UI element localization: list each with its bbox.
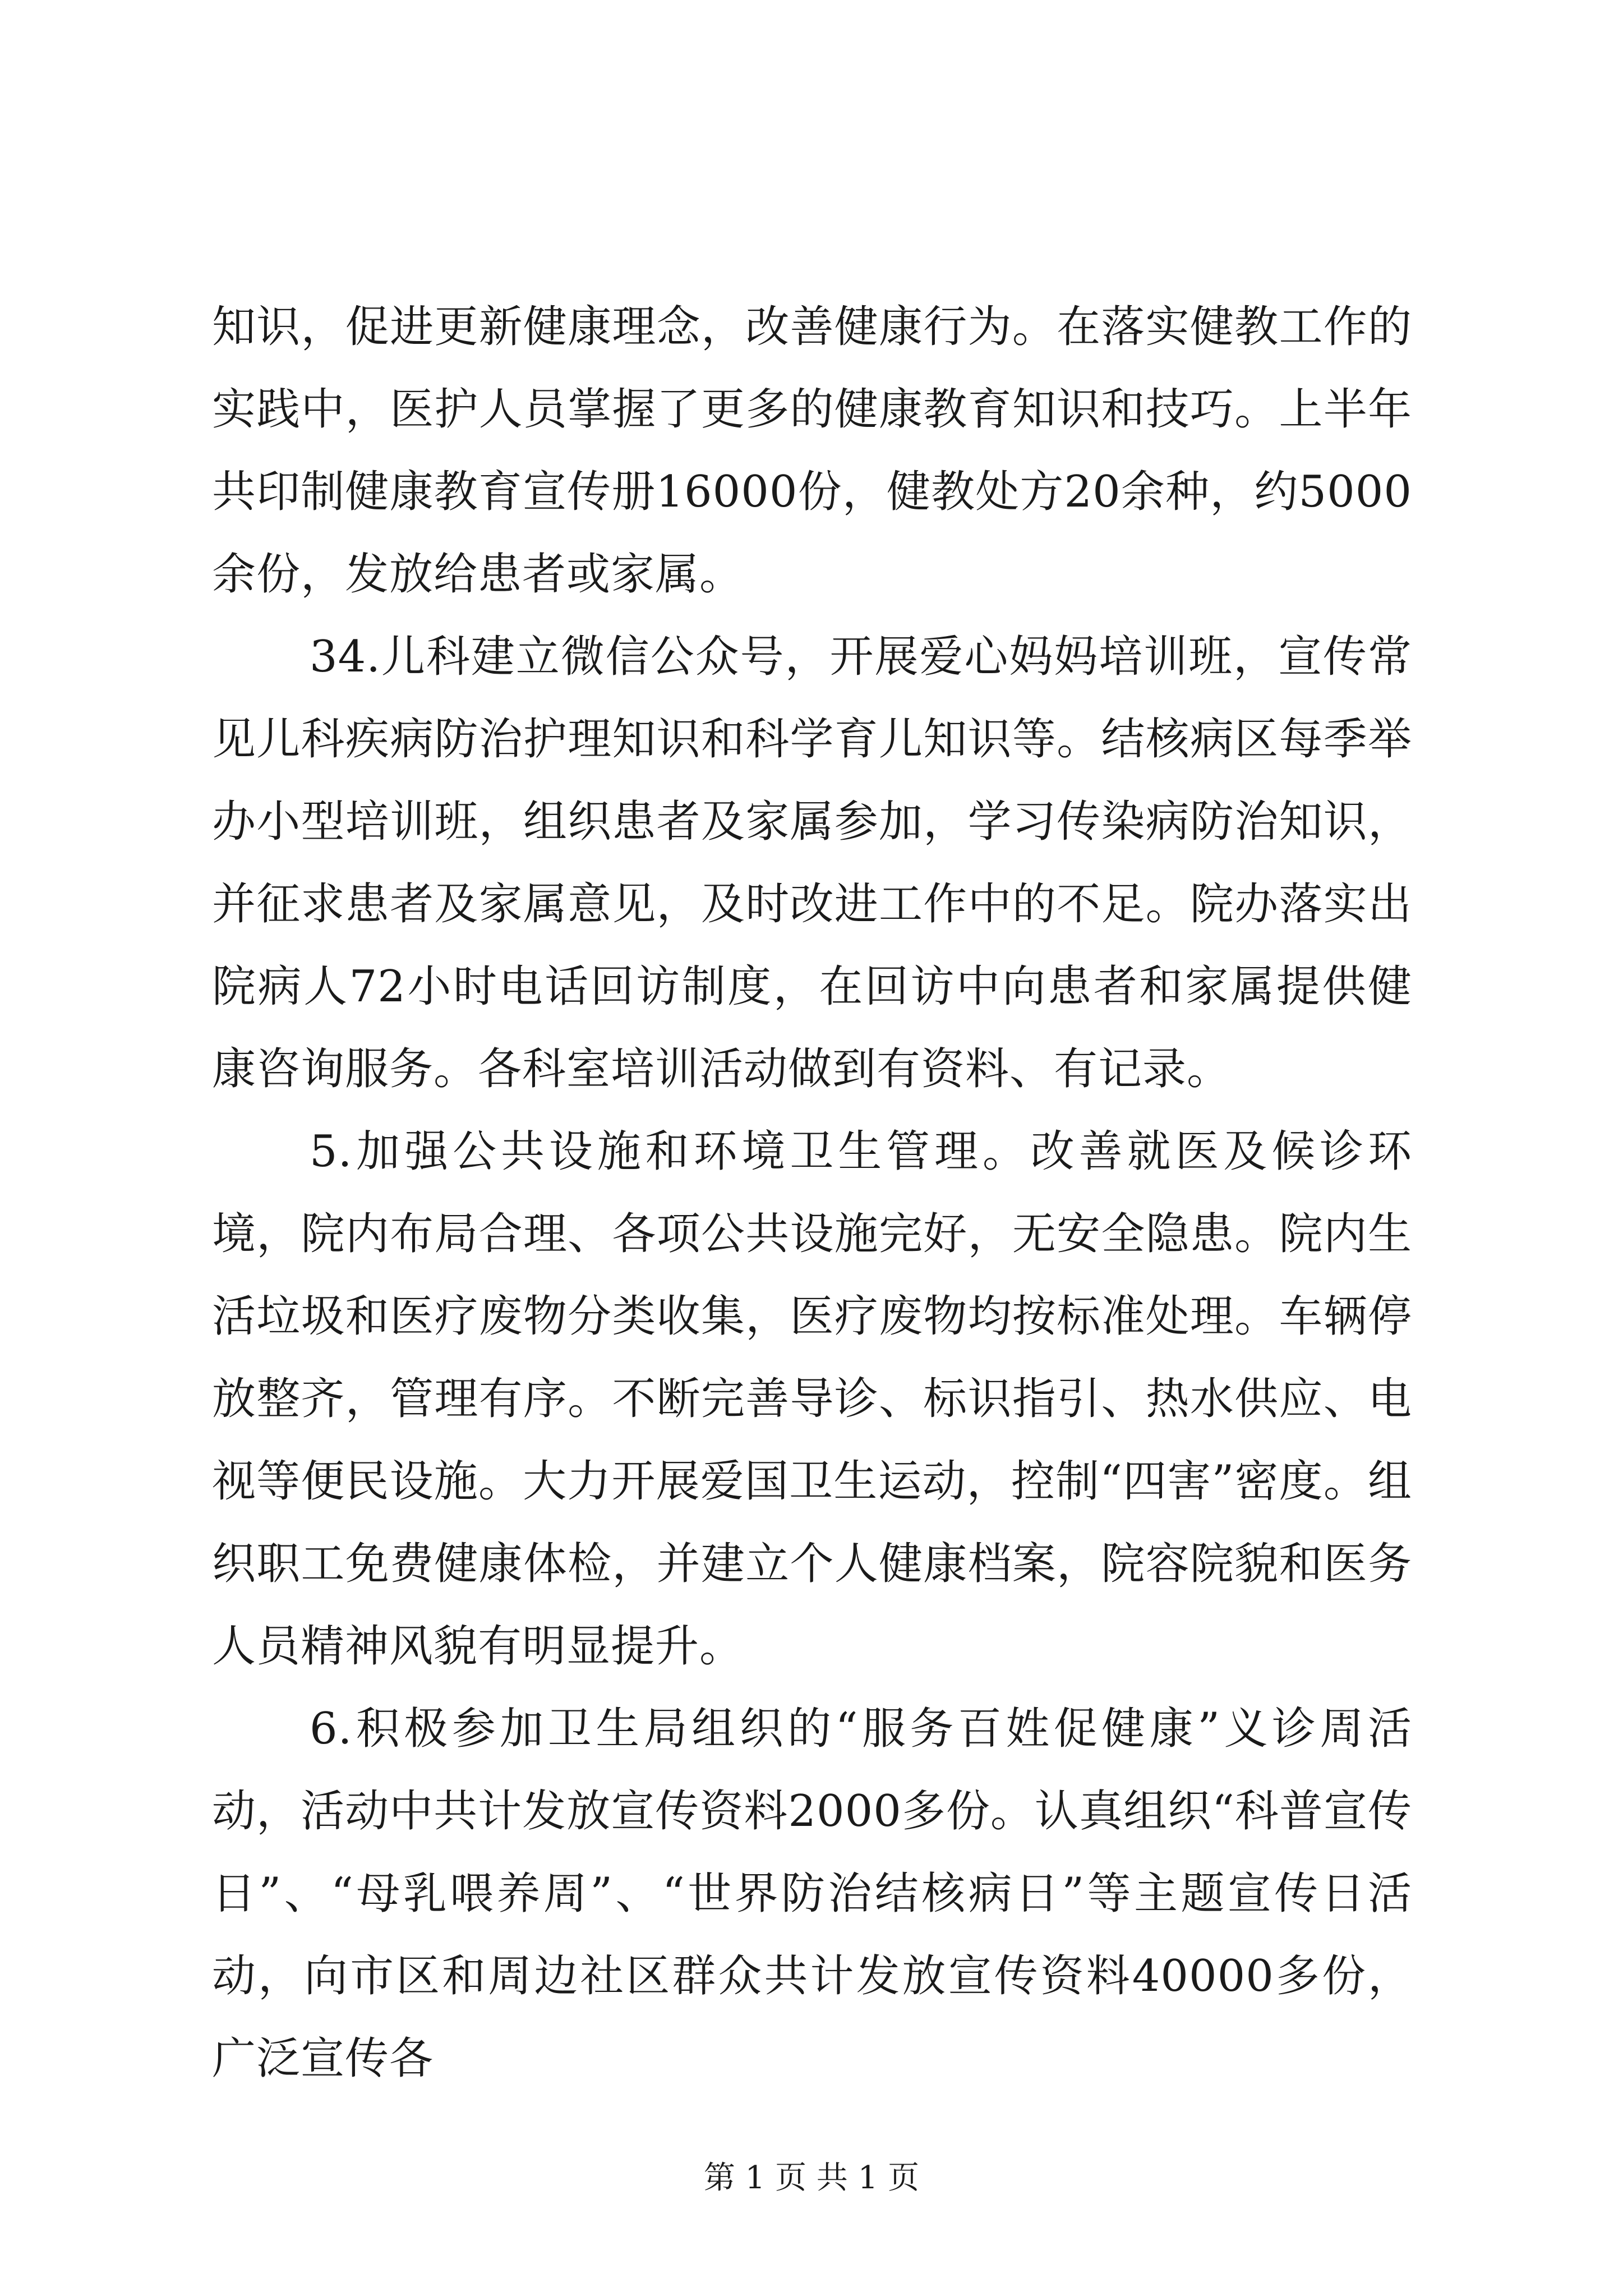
paragraph-1: 知识，促进更新健康理念，改善健康行为。在落实健教工作的实践中，医护人员掌握了更多的健康教育知识和技巧。上半年共印制健康教育宣传册16000份，健教处方20余种，约5000余份，发放给患者或家属。 <box>212 302 1412 600</box>
page-footer: 第 1 页 共 1 页 <box>703 2160 920 2196</box>
paragraph-2: 34.儿科建立微信公众号，开展爱心妈妈培训班，宣传常见儿科疾病防治护理知识和科学育儿知识等。结核病区每季举办小型培训班，组织患者及家属参加，学习传染病防治知识，并征求患者及家属意见，及时改进工作中的不足。院办落实出院病人72小时电话回访制度，在回访中向患者和家属提供健康咨询服务。各科室培训活动做到有资料、有记录。 <box>212 632 1412 1094</box>
document-body <box>212 286 1412 2100</box>
paragraph-3: 5.加强公共设施和环境卫生管理。改善就医及候诊环境，院内布局合理、各项公共设施完好，无安全隐患。院内生活垃圾和医疗废物分类收集，医疗废物均按标准处理。车辆停放整齐，管理有序。不断完善导诊、标识指引、热水供应、电视等便民设施。大力开展爱国卫生运动，控制“四害”密度。组织职工免费健康体检，并建立个人健康档案，院容院貌和医务人员精神风貌有明显提升。 <box>212 1126 1412 1672</box>
paragraph-4: 6.积极参加卫生局组织的“服务百姓促健康”义诊周活动，活动中共计发放宣传资料2000多份。认真组织“科普宣传日”、“母乳喂养周”、“世界防治结核病日”等主题宣传日活动，向市区和周边社区群众共计发放宣传资料40000多份，广泛宣传各 <box>212 1704 1412 2084</box>
